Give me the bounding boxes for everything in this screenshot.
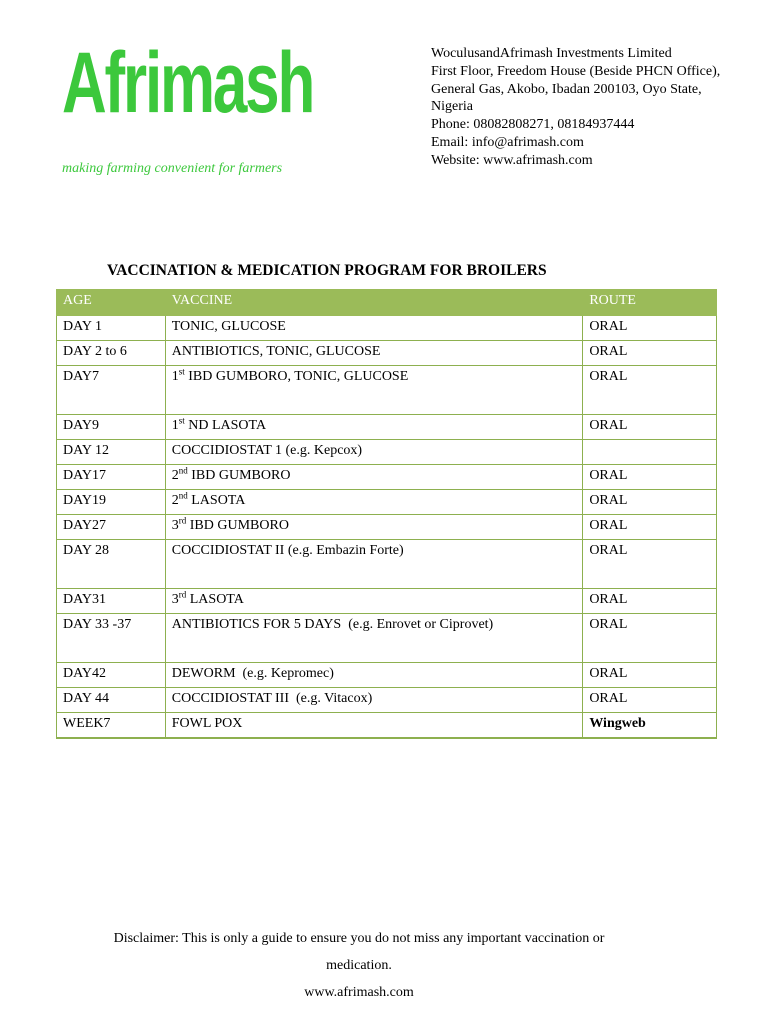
vaccine-text: ANTIBIOTICS FOR 5 DAYS (e.g. Enrovet or Ciprovet) bbox=[171, 617, 494, 632]
vaccine-cell bbox=[165, 341, 583, 366]
vaccine-text: DEWORM (e.g. Kepromec) bbox=[171, 666, 334, 681]
age-cell: DAY 1 bbox=[57, 316, 166, 341]
ordinal-suffix: nd bbox=[178, 490, 188, 501]
vaccine-cell bbox=[165, 366, 583, 415]
ordinal-suffix: rd bbox=[178, 589, 187, 600]
ordinal-number: 3 bbox=[171, 592, 179, 607]
vaccine-cell bbox=[165, 540, 583, 589]
age-cell: DAY31 bbox=[57, 589, 166, 614]
age-cell: DAY 12 bbox=[57, 440, 166, 465]
vaccine-text: ANTIBIOTICS, TONIC, GLUCOSE bbox=[171, 344, 381, 359]
table-row bbox=[57, 688, 717, 713]
vaccine-cell bbox=[165, 316, 583, 341]
age-cell: DAY 44 bbox=[57, 688, 166, 713]
ordinal-suffix: st bbox=[178, 415, 185, 426]
table-row bbox=[57, 341, 717, 366]
route-cell: ORAL bbox=[583, 465, 717, 490]
route-cell: ORAL bbox=[583, 415, 717, 440]
vaccine-text: IBD GUMBORO bbox=[187, 468, 291, 483]
vaccine-cell bbox=[165, 415, 583, 440]
vaccine-text: ND LASOTA bbox=[184, 418, 267, 433]
column-header-age: AGE bbox=[57, 290, 166, 316]
table-row bbox=[57, 465, 717, 490]
age-cell: DAY27 bbox=[57, 515, 166, 540]
route-cell: ORAL bbox=[583, 515, 717, 540]
vaccine-cell bbox=[165, 663, 583, 688]
vaccination-table bbox=[56, 289, 717, 739]
table-row bbox=[57, 366, 717, 415]
vaccine-cell bbox=[165, 589, 583, 614]
column-header-vaccine: VACCINE bbox=[165, 290, 583, 316]
vaccine-text: IBD GUMBORO bbox=[186, 518, 289, 533]
route-cell: ORAL bbox=[583, 490, 717, 515]
ordinal-number: 1 bbox=[171, 369, 179, 384]
ordinal-suffix: st bbox=[178, 366, 185, 377]
vaccine-cell bbox=[165, 713, 583, 739]
route-cell: ORAL bbox=[583, 589, 717, 614]
address-country: Nigeria bbox=[431, 99, 473, 115]
vaccine-text: COCCIDIOSTAT III (e.g. Vitacox) bbox=[171, 691, 373, 706]
route-cell: ORAL bbox=[583, 366, 717, 415]
address-line: First Floor, Freedom House (Beside PHCN Office), bbox=[431, 63, 721, 79]
vaccine-text: FOWL POX bbox=[171, 716, 243, 731]
table-row bbox=[57, 540, 717, 589]
age-cell: DAY 2 to 6 bbox=[57, 341, 166, 366]
table-row bbox=[57, 614, 717, 663]
company-address-block bbox=[431, 45, 720, 170]
table-header-row bbox=[57, 290, 717, 316]
vaccine-text: LASOTA bbox=[187, 493, 246, 508]
address-line: General Gas, Akobo, Ibadan 200103, Oyo State, bbox=[431, 81, 702, 97]
vaccine-text: COCCIDIOSTAT 1 (e.g. Kepcox) bbox=[171, 443, 363, 458]
table-row bbox=[57, 515, 717, 540]
route-cell: ORAL bbox=[583, 614, 717, 663]
company-website: Website: www.afrimash.com bbox=[431, 152, 593, 168]
ordinal-suffix: rd bbox=[178, 515, 187, 526]
table-row bbox=[57, 415, 717, 440]
company-phone: Phone: 08082808271, 08184937444 bbox=[431, 117, 635, 133]
route-cell: ORAL bbox=[583, 316, 717, 341]
vaccine-cell bbox=[165, 490, 583, 515]
ordinal-suffix: nd bbox=[178, 465, 188, 476]
route-cell: Wingweb bbox=[583, 713, 717, 739]
age-cell: DAY17 bbox=[57, 465, 166, 490]
company-email: Email: info@afrimash.com bbox=[431, 134, 584, 150]
afrimash-logo: Afrimash bbox=[62, 35, 314, 131]
ordinal-number: 1 bbox=[171, 418, 179, 433]
age-cell: DAY 28 bbox=[57, 540, 166, 589]
route-cell: ORAL bbox=[583, 540, 717, 589]
age-cell: DAY42 bbox=[57, 663, 166, 688]
age-cell: DAY 33 -37 bbox=[57, 614, 166, 663]
column-header-route: ROUTE bbox=[583, 290, 717, 316]
vaccine-cell bbox=[165, 515, 583, 540]
disclaimer-text: Disclaimer: This is only a guide to ensure you do not miss any important vaccination or bbox=[113, 931, 605, 946]
vaccine-cell bbox=[165, 688, 583, 713]
disclaimer-text-continued: medication. bbox=[326, 958, 392, 973]
vaccine-cell bbox=[165, 440, 583, 465]
footer-website: www.afrimash.com bbox=[304, 985, 414, 1000]
age-cell: DAY9 bbox=[57, 415, 166, 440]
age-cell: DAY7 bbox=[57, 366, 166, 415]
route-cell: ORAL bbox=[583, 341, 717, 366]
vaccine-text: IBD GUMBORO, TONIC, GLUCOSE bbox=[184, 369, 409, 384]
vaccine-text: COCCIDIOSTAT II (e.g. Embazin Forte) bbox=[171, 543, 404, 558]
tagline: making farming convenient for farmers bbox=[62, 161, 283, 176]
vaccine-text: TONIC, GLUCOSE bbox=[171, 319, 286, 334]
document-title: VACCINATION & MEDICATION PROGRAM FOR BROILERS bbox=[107, 262, 547, 279]
age-cell: WEEK7 bbox=[57, 713, 166, 739]
ordinal-number: 2 bbox=[171, 493, 179, 508]
table-row bbox=[57, 440, 717, 465]
ordinal-number: 2 bbox=[171, 468, 179, 483]
company-name: WoculusandAfrimash Investments Limited bbox=[431, 46, 672, 61]
age-cell: DAY19 bbox=[57, 490, 166, 515]
table-row bbox=[57, 663, 717, 688]
vaccine-cell bbox=[165, 465, 583, 490]
vaccine-cell bbox=[165, 614, 583, 663]
ordinal-number: 3 bbox=[171, 518, 179, 533]
route-cell: ORAL bbox=[583, 663, 717, 688]
route-cell bbox=[583, 440, 717, 465]
table-row bbox=[57, 490, 717, 515]
table-row bbox=[57, 713, 717, 739]
route-cell: ORAL bbox=[583, 688, 717, 713]
table-row bbox=[57, 589, 717, 614]
table-row bbox=[57, 316, 717, 341]
vaccine-text: LASOTA bbox=[186, 592, 244, 607]
